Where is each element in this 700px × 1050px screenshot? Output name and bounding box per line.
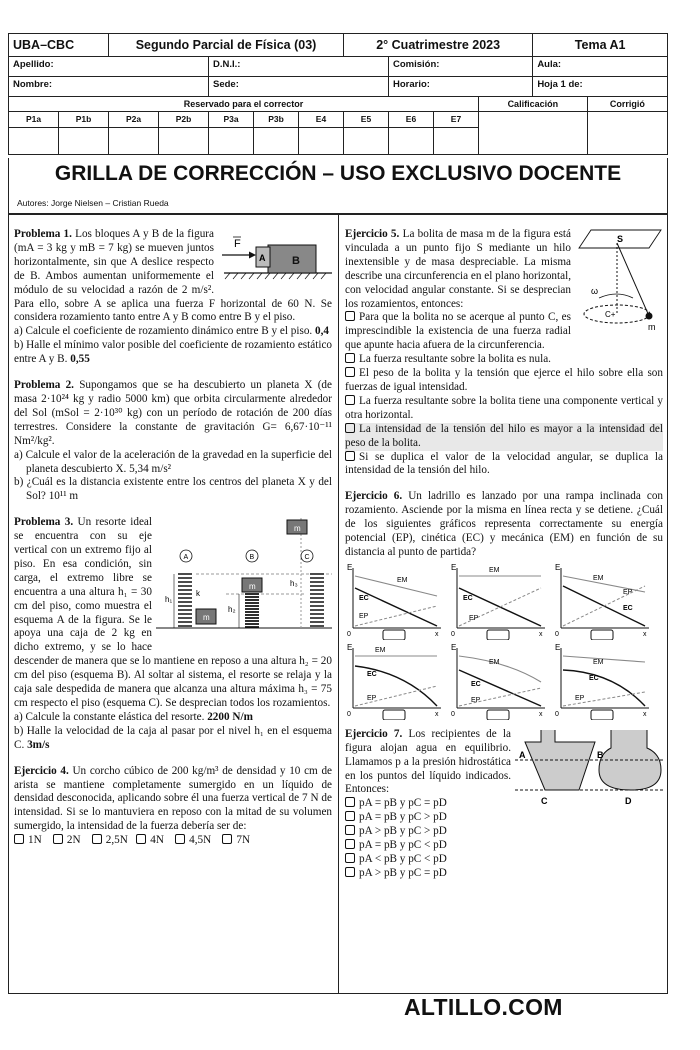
e7-option: pA = pB y pC = pD xyxy=(359,797,447,810)
graph-choice-box[interactable] xyxy=(383,630,405,640)
e4-option: 7N xyxy=(236,834,251,847)
energy-graph-3 xyxy=(553,562,653,640)
e6-text: Un ladrillo es lanzado por una rampa inclinada con rozamiento. Asciende por la misma en línea recta y se detiene. ¿Cuál de los siguientes gráficos representa correctamente su energía potencial (EP), cinética (EC) y mecánica (EM) en función de su distancia al punto de partida? xyxy=(345,490,664,558)
sede-field[interactable]: Sede: xyxy=(209,77,389,97)
e7-title: Ejercicio 7. xyxy=(345,727,403,740)
point-c-label: C xyxy=(541,795,548,806)
point-s-label: S xyxy=(617,234,624,244)
grade-cell[interactable] xyxy=(434,128,479,155)
box-b-label: m xyxy=(249,582,256,592)
p3-text-2: esquema A de la figura. Se le apoya una caja de 2 kg en dicho extremo, y se lo hace descender de manera que se lo mantiene en reposo a una altura h₂ = 20 cm del piso (esquema B). Al soltar al sistema, el resorte se relaja y la caja sale despedida de manera que alcanza una altura máxima h₃ = 75 cm respecto el piso (esquema C). Se desprecian todos los rozamientos. xyxy=(14,613,332,709)
p2-answer-a: 5,34 m/s² xyxy=(129,462,172,475)
em-label: EM xyxy=(593,574,604,582)
grade-col-p2b: P2b xyxy=(159,112,209,128)
hoja-field[interactable]: Hoja 1 de: xyxy=(533,77,668,97)
e7-checkbox[interactable] xyxy=(345,825,355,835)
graph-choice-box[interactable] xyxy=(487,710,509,720)
axis-x-label: x xyxy=(643,710,647,718)
e7-checkbox[interactable] xyxy=(345,867,355,877)
ep-label: EP xyxy=(469,614,479,622)
p1-answer-a: 0,4 xyxy=(315,325,329,338)
origin-label: 0 xyxy=(451,630,455,638)
em-curve xyxy=(563,576,645,592)
ep-label: EP xyxy=(575,694,585,702)
box-a-label: m xyxy=(203,613,210,623)
p2-question-a: a) Calcule el valor de la aceleración de la gravedad en la superficie del planeta descubierto X. xyxy=(14,448,332,475)
exam-title: Segundo Parcial de Física (03) xyxy=(109,34,344,57)
axis-x-label: x xyxy=(643,630,647,638)
axis-e-label: E xyxy=(347,562,353,572)
p2-question-b: b) ¿Cuál es la distancia existente entre los centros del planeta X y del Sol? xyxy=(14,476,332,503)
grade-cell[interactable] xyxy=(9,128,59,155)
grade-col-e7: E7 xyxy=(434,112,479,128)
springs-figure xyxy=(156,516,332,640)
block-b-label: B xyxy=(292,255,300,267)
e4-option: 2N xyxy=(66,834,81,847)
e4-checkbox[interactable] xyxy=(92,834,102,844)
em-curve xyxy=(459,656,541,682)
e5-checkbox[interactable] xyxy=(345,451,355,461)
graph-choice-box[interactable] xyxy=(487,630,509,640)
e4-checkbox[interactable] xyxy=(14,834,24,844)
grade-cell[interactable] xyxy=(344,128,389,155)
origin-label: 0 xyxy=(347,710,351,718)
ep-label: EP xyxy=(359,612,369,620)
p2-title: Problema 2. xyxy=(14,379,74,392)
grade-col-e6: E6 xyxy=(389,112,434,128)
graph-choice-box[interactable] xyxy=(591,630,613,640)
ec-label: EC xyxy=(471,680,481,688)
calificacion-label: Calificación xyxy=(479,97,588,112)
energy-graph-1 xyxy=(345,562,445,640)
origin-label: 0 xyxy=(555,710,559,718)
p3-answer-a: 2200 N/m xyxy=(207,710,253,723)
e7-option: pA = pB y pC < pD xyxy=(359,839,447,852)
grade-col-p3a: P3a xyxy=(209,112,254,128)
axis-e-label: E xyxy=(555,562,561,572)
ec-label: EC xyxy=(367,670,377,678)
e4-options xyxy=(14,834,332,848)
point-b-label: B xyxy=(597,749,604,760)
energy-graph-5 xyxy=(449,642,549,720)
ec-label: EC xyxy=(589,674,599,682)
e6-title: Ejercicio 6. xyxy=(345,490,403,503)
ep-label: EP xyxy=(623,588,633,596)
ec-label: EC xyxy=(359,594,369,602)
e5-title: Ejercicio 5. xyxy=(345,228,400,240)
term: 2° Cuatrimestre 2023 xyxy=(344,34,533,57)
e5-checkbox[interactable] xyxy=(345,353,355,363)
origin-label: 0 xyxy=(451,710,455,718)
p3-text-1: Un resorte ideal se encuentra con su eje vertical con un extremo fijo al piso. En esa condición, sin carga, el extremo libre se encuentra a una altura h₁ = 30 cm del piso, como muestra el xyxy=(14,516,153,612)
grade-cell[interactable] xyxy=(209,128,254,155)
e7-checkbox[interactable] xyxy=(345,811,355,821)
p3-title: Problema 3. xyxy=(14,516,74,529)
e4-title: Ejercicio 4. xyxy=(14,764,69,777)
e4-option: 4N xyxy=(150,834,164,847)
e7-option: pA = pB y pC > pD xyxy=(359,811,447,824)
grade-cell[interactable] xyxy=(389,128,434,155)
corrigio-label: Corrigió xyxy=(587,97,667,112)
column-divider xyxy=(338,214,339,994)
e7-option: pA > pB y pC = pD xyxy=(359,866,447,879)
energy-graph-6 xyxy=(553,642,653,720)
grade-col-e5: E5 xyxy=(344,112,389,128)
e7-checkbox[interactable] xyxy=(345,839,355,849)
em-label: EM xyxy=(593,658,604,666)
e5-checkbox-correct[interactable] xyxy=(345,423,355,433)
grade-col-p1a: P1a xyxy=(9,112,59,128)
comision-field[interactable]: Comisión: xyxy=(389,57,533,77)
energy-graph-4 xyxy=(345,642,445,720)
h1-label: h₁ xyxy=(165,595,173,605)
e7-option: pA < pB y pC < pD xyxy=(359,853,447,865)
authors: Autores: Jorge Nielsen – Cristian Rueda xyxy=(17,198,169,208)
energy-graph-2 xyxy=(449,562,549,640)
p2-answer-b: 10¹¹ m xyxy=(48,490,79,503)
p3-question-b: b) Halle la velocidad de la caja al pasar por el nivel h₁ en el esquema C. xyxy=(14,724,332,751)
blocks-figure xyxy=(220,228,332,292)
p2-text: Supongamos que se ha descubierto un planeta X (de masa 2·10²⁴ kg y radio 5000 km) que orbita circularmente alrededor del Sol (mSol = 2·10³⁰ kg) con un período de rotación de 200 días terrestres. Considere la constante de gravitación G= 6,67·10⁻¹¹ Nm²/kg². xyxy=(14,379,332,447)
p1-question-b: b) Halle el mínimo valor posible del coeficiente de rozamiento estático entre A y B. xyxy=(14,339,332,366)
right-column xyxy=(345,228,663,881)
e4-checkbox[interactable] xyxy=(222,834,232,844)
ball-mass-label: m xyxy=(648,322,656,332)
em-label: EM xyxy=(489,566,500,574)
p1-title: Problema 1. xyxy=(14,228,72,240)
origin-label: 0 xyxy=(555,630,559,638)
h2-label: h₂ xyxy=(228,605,236,615)
grade-cell[interactable] xyxy=(109,128,159,155)
p1-answer-b: 0,55 xyxy=(70,353,90,366)
axis-e-label: E xyxy=(555,642,561,652)
e5-text: La bolita de masa m de la figura está vinculada a un punto fijo S mediante un hilo inextensible y de masa despreciable. La misma describe una circunferencia en el plano horizontal, con velocidad angular constante. Si se desprecian los rozamientos, entonces: xyxy=(345,228,572,310)
point-a-label: A xyxy=(519,749,526,760)
graph-choice-box[interactable] xyxy=(591,710,613,720)
dni-field[interactable]: D.N.I.: xyxy=(209,57,389,77)
graph-choice-box[interactable] xyxy=(383,710,405,720)
grade-col-p2a: P2a xyxy=(109,112,159,128)
scheme-c-label: C xyxy=(304,554,310,562)
spring-b xyxy=(245,594,259,627)
reservado-label: Reservado para el corrector xyxy=(9,97,479,112)
e7-checkbox[interactable] xyxy=(345,797,355,807)
corrigio-box[interactable] xyxy=(587,112,667,155)
theme: Tema A1 xyxy=(533,34,668,57)
e5-option-correct: La intensidad de la tensión del hilo es mayor a la intensidad del peso de la bolita. xyxy=(345,422,663,449)
grade-cell[interactable] xyxy=(299,128,344,155)
header-table xyxy=(8,33,668,155)
e4-text: Un corcho cúbico de 200 kg/m³ de densidad y 10 cm de arista se mantiene completamente sumergido en un líquido de densidad desconocida, aplicando sobre él una fuerza vertical de 7 N de intensidad. Si se lo mantuviera en reposo con la mitad de su volumen sumergido, la intensidad de la fuerza debería ser de: xyxy=(14,764,333,833)
e4-checkbox[interactable] xyxy=(175,834,185,844)
axis-x-label: x xyxy=(539,710,543,718)
e4-option: 1N xyxy=(28,834,42,847)
e5-option: La fuerza resultante sobre la bolita tiene una componente vertical y otra horizontal. xyxy=(345,394,663,421)
axis-x-label: x xyxy=(539,630,543,638)
p1-text: Los bloques A y B de la figura (mA = 3 kg y mB = 7 kg) se mueven juntos horizontalmente, sin que A deslice respecto de B. Ambos aumentan uniformemente el módulo de su velocidad a razón de 2 m/s². Para ello, sobre A se aplica una fuerza F horizontal de 60 N. Se considera rozamiento tanto entre A y B como entre B y el piso. xyxy=(14,228,332,324)
left-column xyxy=(14,228,332,848)
block-a-label: A xyxy=(259,253,266,263)
ep-label: EP xyxy=(471,696,481,704)
grade-col-e4: E4 xyxy=(299,112,344,128)
calificacion-box[interactable] xyxy=(479,112,588,155)
box-c-label: m xyxy=(294,524,301,534)
p3-answer-b: 3m/s xyxy=(27,738,50,751)
em-label: EM xyxy=(489,658,500,666)
containers-figure xyxy=(515,728,663,808)
origin-label: 0 xyxy=(347,630,351,638)
e5-checkbox[interactable] xyxy=(345,367,355,377)
e5-checkbox[interactable] xyxy=(345,311,355,321)
nombre-field[interactable]: Nombre: xyxy=(9,77,209,97)
ec-label: EC xyxy=(463,594,473,602)
e5-checkbox[interactable] xyxy=(345,395,355,405)
e5-option: La fuerza resultante sobre la bolita es nula. xyxy=(359,353,551,366)
spring-c xyxy=(310,574,324,626)
ep-label: EP xyxy=(367,694,377,702)
ec-curve xyxy=(355,588,437,626)
grade-cell[interactable] xyxy=(159,128,209,155)
e4-option: 2,5N xyxy=(105,834,128,847)
axis-e-label: E xyxy=(347,642,353,652)
point-d-label: D xyxy=(625,795,632,806)
institution: UBA–CBC xyxy=(9,34,109,57)
force-label: F xyxy=(234,238,241,250)
ball xyxy=(646,313,653,320)
e5-option: Para que la bolita no se acerque al punto C, es imprescindible la existencia de una fuerza radial que apunte hacia afuera de la circunferencia. xyxy=(345,311,571,352)
p1-question-a: a) Calcule el coeficiente de rozamiento dinámico entre B y el piso. xyxy=(14,325,313,338)
watermark: ALTILLO.COM xyxy=(404,994,563,1020)
scheme-b-label: B xyxy=(249,554,255,562)
axis-e-label: E xyxy=(451,642,457,652)
spring-k-label: k xyxy=(196,589,200,599)
e7-option: pA > pB y pC > pD xyxy=(359,825,447,838)
e4-checkbox[interactable] xyxy=(53,834,63,844)
center-c-label: C+ xyxy=(605,310,616,319)
pendulum-figure xyxy=(577,228,663,338)
aula-field[interactable]: Aula: xyxy=(533,57,668,77)
energy-graphs xyxy=(345,562,663,722)
grade-col-p1b: P1b xyxy=(59,112,109,128)
axis-x-label: x xyxy=(435,710,439,718)
e5-option: Si se duplica el valor de la velocidad angular, se duplica la intensidad de la tensión del hilo. xyxy=(345,450,663,477)
e4-checkbox[interactable] xyxy=(136,834,146,844)
em-label: EM xyxy=(375,646,386,654)
axis-x-label: x xyxy=(435,630,439,638)
ec-label: EC xyxy=(623,604,633,612)
e4-option: 4,5N xyxy=(189,834,212,847)
e7-text: Los recipientes de la figura alojan agua en equilibrio. Llamamos p a la presión hidrostática en los puntos del líquido indicados. Entonces: xyxy=(345,727,511,796)
e5-option: El peso de la bolita y la tensión que ejerce el hilo sobre ella son fuerzas de igual intensidad. xyxy=(345,367,663,393)
grilla-title: GRILLA DE CORRECCIÓN – USO EXCLUSIVO DOCENTE xyxy=(54,162,622,185)
p3-question-a: a) Calcule la constante elástica del resorte. xyxy=(14,710,205,723)
horario-field[interactable]: Horario: xyxy=(389,77,533,97)
em-label: EM xyxy=(397,576,408,584)
grade-cell[interactable] xyxy=(254,128,299,155)
e7-checkbox[interactable] xyxy=(345,853,355,863)
grade-cell[interactable] xyxy=(59,128,109,155)
grade-col-p3b: P3b xyxy=(254,112,299,128)
axis-e-label: E xyxy=(451,562,457,572)
em-curve xyxy=(563,656,645,662)
scheme-a-label: A xyxy=(183,554,189,562)
omega-label: ω xyxy=(591,286,599,296)
spring-a xyxy=(178,574,192,626)
h3-label: h₃ xyxy=(290,579,298,589)
grilla-banner xyxy=(8,158,668,214)
apellido-field[interactable]: Apellido: xyxy=(9,57,209,77)
